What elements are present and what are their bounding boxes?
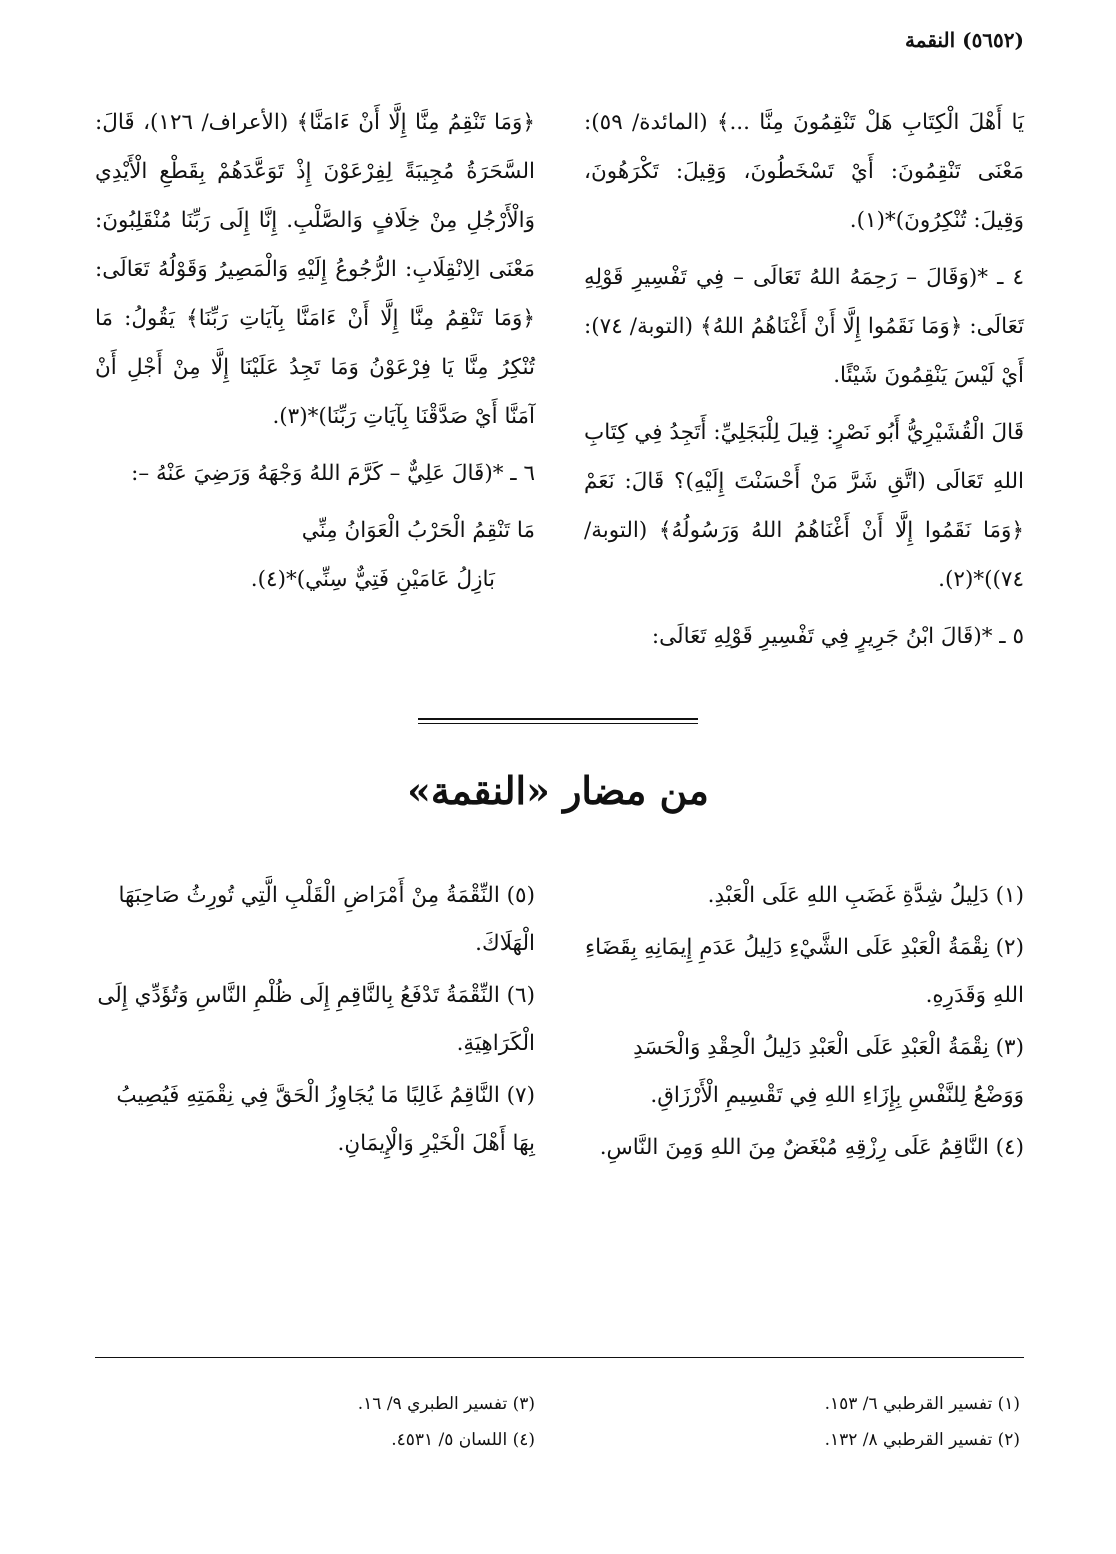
footnote: (٤) اللسان ٥/ ٤٥٣١. (391, 1430, 535, 1450)
paragraph: يَا أَهْلَ الْكِتَابِ هَلْ تَنْقِمُونَ مِنَّا ...﴾ (المائدة/ ٥٩): مَعْنَى تَنْقِمُونَ: أَيْ تَسْخَطُونَ، وَقِيلَ: تَكْرَهُونَ، وَقِيلَ: تُنْكِرُونَ)*(١). (584, 110, 1024, 233)
paragraph: ٦ ـ *(قَالَ عَلِيٌّ – كَرَّمَ اللهُ وَجْهَهُ وَرَضِيَ عَنْهُ –: (131, 461, 535, 486)
harms-list-left (95, 872, 535, 1172)
paragraph: ٤ ـ *(وَقَالَ – رَحِمَهُ اللهُ تَعَالَى – فِي تَفْسِيرِ قَوْلِهِ تَعَالَى: ﴿وَمَا نَقَمُوا إِلَّا أَنْ أَغْنَاهُمُ اللهُ﴾ (التوبة/ ٧٤): أَيْ لَيْسَ يَنْقِمُونَ شَيْئًا. (584, 265, 1024, 388)
poem-verse-first: مَا تَنْقِمُ الْحَرْبُ الْعَوَانُ مِنِّي (301, 518, 535, 543)
list-item: (١) دَلِيلُ شِدَّةِ غَضَبِ اللهِ عَلَى الْعَبْدِ. (707, 883, 1024, 908)
list-item: (٤) النَّاقِمُ عَلَى رِزْقِهِ مُبْغَضٌ مِنَ اللهِ وَمِنَ النَّاسِ. (599, 1135, 1024, 1160)
page-number: (٥٦٥٢) (962, 28, 1024, 52)
section-title: من مضار «النقمة» (407, 768, 709, 813)
footnotes-left (95, 1386, 535, 1458)
harms-list-right (584, 872, 1024, 1176)
footnote: (٢) تفسير القرطبي ٨/ ١٣٢. (824, 1430, 1020, 1450)
section-divider-thin (418, 723, 698, 724)
paragraph: ٥ ـ *(قَالَ ابْنُ جَرِيرٍ فِي تَفْسِيرِ قَوْلِهِ تَعَالَى: (651, 624, 1024, 649)
list-item: (٦) النِّقْمَةُ تَدْفَعُ بِالنَّاقِمِ إِلَى ظُلْمِ النَّاسِ وَتُؤَدِّي إِلَى الْكَرَاهِيَةِ. (97, 983, 535, 1056)
list-item: (٧) النَّاقِمُ غَالِبًا مَا يُجَاوِزُ الْحَقَّ فِي نِقْمَتِهِ فَيُصِيبُ بِهَا أَهْلَ الْخَيْرِ وَالْإِيمَانِ. (116, 1083, 535, 1156)
list-item: (٥) النِّقْمَةُ مِنْ أَمْرَاضِ الْقَلْبِ الَّتِي تُورِثُ صَاحِبَهَا الْهَلَاكَ. (118, 883, 535, 956)
paragraph: ﴿وَمَا تَنْقِمُ مِنَّا إِلَّا أَنْ ءَامَنَّا﴾ (الأعراف/ ١٢٦)، قَالَ: السَّحَرَةُ مُجِيبَةً لِفِرْعَوْنَ إِذْ تَوَعَّدَهُمْ بِقَطْعِ الْأَيْدِي وَالْأَرْجُلِ مِنْ خِلَافٍ وَالصَّلْبِ. إِنَّا إِلَى رَبِّنَا مُنْقَلِبُونَ: مَعْنَى الِانْقِلَابِ: الرُّجُوعُ إِلَيْهِ وَالْمَصِيرُ وَقَوْلُهُ تَعَالَى: ﴿وَمَا تَنْقِمُ مِنَّا إِلَّا أَنْ ءَامَنَّا بِآيَاتِ رَبِّنَا﴾ يَقُولُ: مَا تُنْكِرُ مِنَّا يَا فِرْعَوْنُ وَمَا تَجِدُ عَلَيْنَا إِلَّا مِنْ أَجْلِ أَنْ آمَنَّا أَيْ صَدَّقْنَا بِآيَاتِ رَبِّنَا)*(٣). (95, 110, 535, 429)
section-divider (418, 718, 698, 720)
running-header (92, 28, 1024, 52)
left-text-column (95, 98, 535, 604)
footnote-rule (95, 1357, 1024, 1358)
poem-verse-second: بَازِلُ عَامَيْنِ فَتِيٌّ سِنِّي)*(٤). (250, 567, 495, 592)
footnotes-right (580, 1386, 1020, 1458)
footnote: (١) تفسير القرطبي ٦/ ١٥٣. (824, 1394, 1020, 1414)
footnote: (٣) تفسير الطبري ٩/ ١٦. (357, 1394, 535, 1414)
list-item: (٣) نِقْمَةُ الْعَبْدِ عَلَى الْعَبْدِ دَلِيلُ الْحِقْدِ وَالْحَسَدِ وَوَضْعُ لِلنَّفْسِ بِإِزَاءِ اللهِ فِي تَقْسِيمِ الْأَرْزَاقِ. (633, 1035, 1024, 1108)
paragraph: قَالَ الْقُشَيْرِيُّ أَبُو نَصْرٍ: قِيلَ لِلْبَجَلِيِّ: أَتَجِدُ فِي كِتَابِ اللهِ تَعَالَى (اتَّقِ شَرَّ مَنْ أَحْسَنْتَ إِلَيْهِ)؟ قَالَ: نَعَمْ ﴿وَمَا نَقَمُوا إِلَّا أَنْ أَغْنَاهُمُ اللهُ وَرَسُولُهُ﴾ (التوبة/ ٧٤))*(٢). (584, 420, 1024, 592)
running-title: النقمة (905, 28, 956, 52)
list-item: (٢) نِقْمَةُ الْعَبْدِ عَلَى الشَّيْءِ دَلِيلُ عَدَمِ إِيمَانِهِ بِقَضَاءِ اللهِ وَقَدَرِهِ. (584, 935, 1024, 1008)
right-text-column (584, 98, 1024, 669)
